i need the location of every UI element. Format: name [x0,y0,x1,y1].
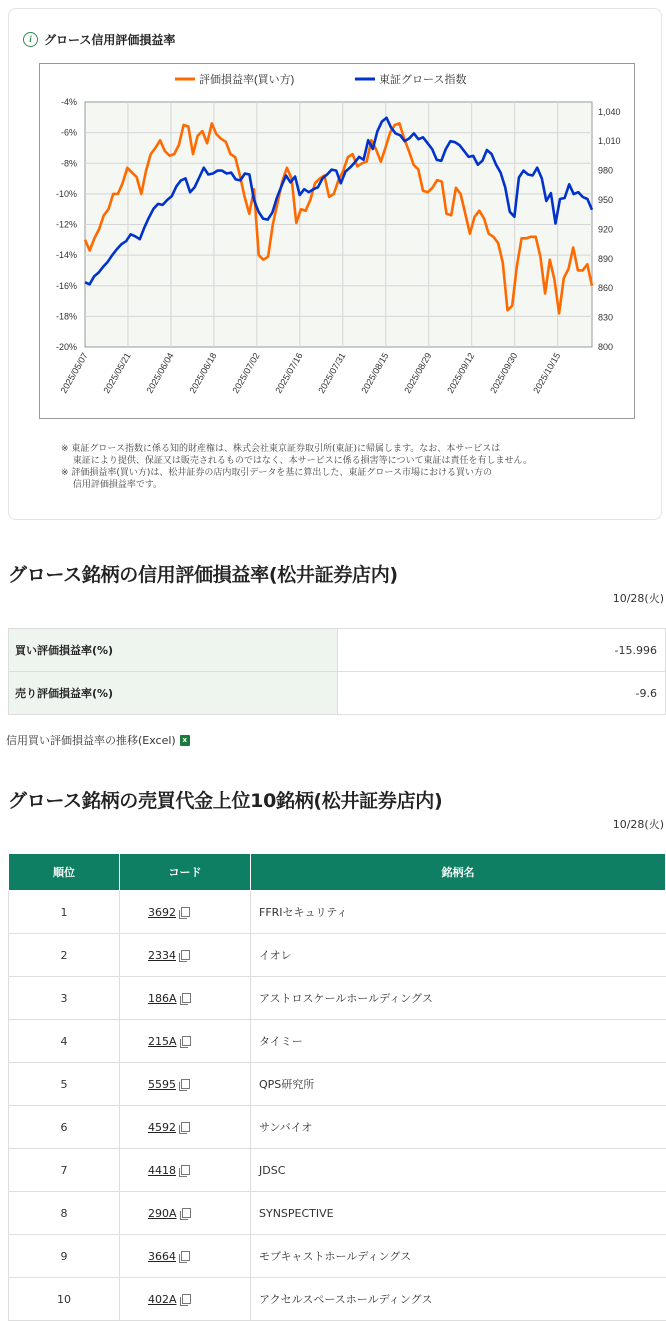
legend-label: 東証グロース指数 [379,74,467,86]
right-tick-label: 980 [598,165,614,176]
stock-name: アクセルスペースホールディングス [251,1278,666,1321]
right-tick-label: 1,040 [598,106,621,117]
code-cell [120,1020,251,1063]
card-title-text: グロース信用評価損益率 [44,33,176,47]
left-tick-label: -18% [55,311,77,322]
rank-cell: 5 [9,1063,120,1106]
stock-code-link[interactable]: 4592 [148,1120,176,1134]
rank-cell: 3 [9,977,120,1020]
rates-table [8,628,666,715]
header-rank: 順位 [9,854,120,891]
line-chart [40,64,634,418]
table-row [9,1192,666,1235]
code-cell [120,1278,251,1321]
note-line: 信用評価損益率です。 [61,480,163,490]
copy-icon[interactable] [181,1079,190,1089]
stock-code-link[interactable]: 215A [148,1034,177,1048]
stock-code-link[interactable]: 402A [148,1292,177,1306]
x-tick-label: 2025/09/12 [445,351,477,396]
copy-icon[interactable] [182,993,191,1003]
stock-name: タイミー [251,1020,666,1063]
x-tick-label: 2025/08/29 [402,351,434,396]
x-tick-label: 2025/09/30 [488,351,520,396]
table-row [9,1235,666,1278]
card-title [23,31,175,48]
left-tick-label: -12% [55,219,77,230]
x-tick-label: 2025/07/31 [316,351,348,396]
sell-rate-label: 売り評価損益率(%) [9,672,338,715]
stock-code-link[interactable]: 5595 [148,1077,176,1091]
sell-rate-value: -9.6 [338,672,666,715]
stock-code-link[interactable]: 2334 [148,948,176,962]
left-tick-label: -10% [55,188,77,199]
stock-name: イオレ [251,934,666,977]
table-row [9,1020,666,1063]
legend-label: 評価損益率(買い方) [199,74,295,86]
note-line: 東証により提供、保証又は販売されるものではなく、本サービスに係る損害等について東証は責任を有しません。 [61,456,533,466]
header-code: コード [120,854,251,891]
code-cell [120,977,251,1020]
left-tick-label: -14% [55,250,77,261]
x-tick-label: 2025/07/02 [230,351,262,396]
rank-cell: 6 [9,1106,120,1149]
x-tick-label: 2025/08/15 [359,351,391,396]
section-title-rates: グロース銘柄の信用評価損益率(松井証券店内) [8,564,398,586]
left-tick-label: -8% [60,158,77,169]
table-header-row [9,854,666,891]
buy-rate-label: 買い評価損益率(%) [9,629,338,672]
rank-cell: 7 [9,1149,120,1192]
stock-name: モブキャストホールディングス [251,1235,666,1278]
table-row [9,672,666,715]
code-cell [120,1106,251,1149]
rank-cell: 9 [9,1235,120,1278]
right-tick-label: 920 [598,224,614,235]
stock-name: JDSC [251,1149,666,1192]
ranking-table [8,854,666,1321]
right-tick-label: 860 [598,283,614,294]
copy-icon[interactable] [181,950,190,960]
copy-icon[interactable] [182,1208,191,1218]
copy-icon[interactable] [182,1036,191,1046]
table-row [9,629,666,672]
chart-box [39,63,635,419]
rates-date: 10/28(火) [612,592,664,605]
table-row [9,977,666,1020]
stock-code-link[interactable]: 4418 [148,1163,176,1177]
table-row [9,891,666,934]
copy-icon[interactable] [182,1294,191,1304]
stock-name: サンバイオ [251,1106,666,1149]
rank-cell: 10 [9,1278,120,1321]
stock-code-link[interactable]: 290A [148,1206,177,1220]
x-tick-label: 2025/07/16 [273,351,305,396]
table-row [9,1278,666,1321]
rank-cell: 8 [9,1192,120,1235]
table-row [9,1106,666,1149]
code-cell [120,1192,251,1235]
rank-cell: 2 [9,934,120,977]
excel-link[interactable] [6,732,190,748]
right-tick-label: 1,010 [598,136,621,147]
info-icon: i [23,32,38,47]
right-tick-label: 800 [598,342,614,352]
code-cell [120,891,251,934]
x-tick-label: 2025/06/18 [187,351,219,396]
x-tick-label: 2025/05/07 [58,351,90,396]
code-cell [120,934,251,977]
excel-icon[interactable]: x [180,735,190,746]
excel-link-text[interactable]: 信用買い評価損益率の推移(Excel) [6,734,176,747]
x-tick-label: 2025/10/15 [531,351,563,396]
note-line: ※ 東証グロース指数に係る知的財産権は、株式会社東京証券取引所(東証)に帰属します。なお、本サービスは [61,444,501,454]
ranking-date: 10/28(火) [612,818,664,831]
copy-icon[interactable] [181,1251,190,1261]
table-row [9,1063,666,1106]
right-tick-label: 890 [598,253,614,264]
chart-notes [61,443,651,491]
right-tick-label: 950 [598,195,614,205]
stock-name: QPS研究所 [251,1063,666,1106]
table-row [9,934,666,977]
stock-name: アストロスケールホールディングス [251,977,666,1020]
left-tick-label: -4% [60,97,77,107]
section-title-ranking: グロース銘柄の売買代金上位10銘柄(松井証券店内) [8,790,443,812]
buy-rate-value: -15.996 [338,629,666,672]
chart-card [8,8,662,520]
stock-name: FFRIセキュリティ [251,891,666,934]
copy-icon[interactable] [181,1165,190,1175]
rank-cell: 1 [9,891,120,934]
stock-code-link[interactable]: 3664 [148,1249,176,1263]
x-tick-label: 2025/05/21 [101,351,133,396]
header-name: 銘柄名 [251,854,666,891]
note-line: ※ 評価損益率(買い方)は、松井証券の店内取引データを基に算出した、東証グロース市場における買い方の [61,468,492,478]
left-tick-label: -6% [60,127,77,138]
rank-cell: 4 [9,1020,120,1063]
table-row [9,1149,666,1192]
stock-code-link[interactable]: 3692 [148,905,176,919]
copy-icon[interactable] [181,1122,190,1132]
code-cell [120,1149,251,1192]
copy-icon[interactable] [181,907,190,917]
code-cell [120,1063,251,1106]
right-tick-label: 830 [598,312,614,323]
x-tick-label: 2025/06/04 [144,351,176,396]
left-tick-label: -16% [55,280,77,291]
left-tick-label: -20% [55,342,77,352]
stock-code-link[interactable]: 186A [148,991,177,1005]
code-cell [120,1235,251,1278]
stock-name: SYNSPECTIVE [251,1192,666,1235]
